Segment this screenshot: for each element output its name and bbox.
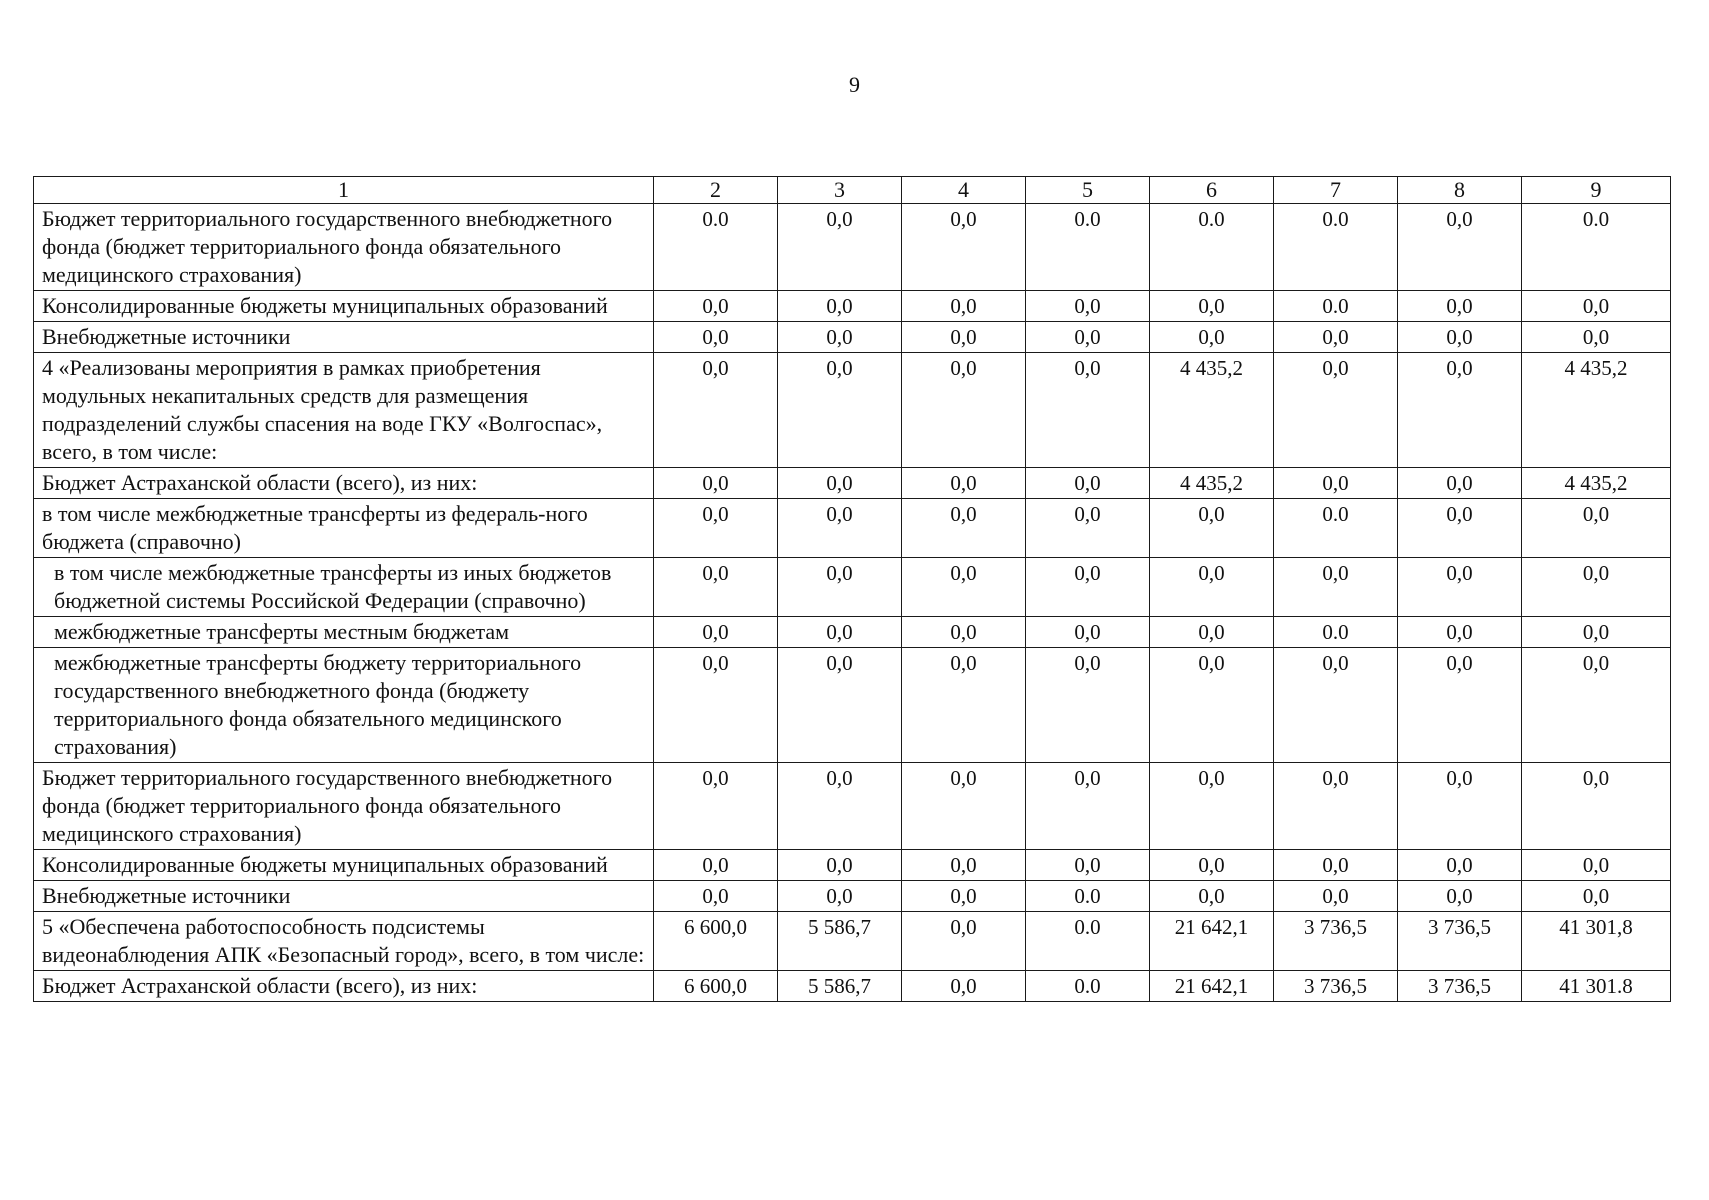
row-label: межбюджетные трансферты бюджету территориального государственного внебюджетного фонда (бюджету территориального фонда обязательного медицинского страхования) xyxy=(34,648,654,763)
value-cell-col-9: 41 301,8 xyxy=(1522,912,1671,971)
value-cell-col-8: 0,0 xyxy=(1398,881,1522,912)
column-header-1: 1 xyxy=(34,177,654,204)
value-cell-col-9: 4 435,2 xyxy=(1522,468,1671,499)
table-row xyxy=(34,850,1671,881)
value-cell-col-6: 0,0 xyxy=(1150,291,1274,322)
value-cell-col-5: 0,0 xyxy=(1026,291,1150,322)
value-cell-col-3: 0,0 xyxy=(778,204,902,291)
column-header-9: 9 xyxy=(1522,177,1671,204)
value-cell-col-4: 0,0 xyxy=(902,353,1026,468)
value-cell-col-6: 4 435,2 xyxy=(1150,468,1274,499)
table-row xyxy=(34,322,1671,353)
value-cell-col-7: 3 736,5 xyxy=(1274,912,1398,971)
value-cell-col-6: 21 642,1 xyxy=(1150,912,1274,971)
value-cell-col-5: 0,0 xyxy=(1026,468,1150,499)
value-cell-col-3: 0,0 xyxy=(778,322,902,353)
value-cell-col-6: 0,0 xyxy=(1150,617,1274,648)
value-cell-col-8: 0,0 xyxy=(1398,353,1522,468)
value-cell-col-4: 0,0 xyxy=(902,617,1026,648)
budget-table xyxy=(33,176,1671,1002)
value-cell-col-4: 0,0 xyxy=(902,499,1026,558)
value-cell-col-8: 0,0 xyxy=(1398,322,1522,353)
value-cell-col-9: 0.0 xyxy=(1522,204,1671,291)
row-label: Консолидированные бюджеты муниципальных образований xyxy=(34,291,654,322)
value-cell-col-9: 0,0 xyxy=(1522,499,1671,558)
value-cell-col-3: 0,0 xyxy=(778,499,902,558)
value-cell-col-2: 6 600,0 xyxy=(654,912,778,971)
value-cell-col-9: 0,0 xyxy=(1522,291,1671,322)
value-cell-col-5: 0.0 xyxy=(1026,971,1150,1002)
value-cell-col-3: 0,0 xyxy=(778,648,902,763)
row-label: Внебюджетные источники xyxy=(34,881,654,912)
value-cell-col-3: 0,0 xyxy=(778,558,902,617)
value-cell-col-6: 0,0 xyxy=(1150,850,1274,881)
value-cell-col-4: 0,0 xyxy=(902,912,1026,971)
value-cell-col-2: 0,0 xyxy=(654,353,778,468)
value-cell-col-8: 0,0 xyxy=(1398,291,1522,322)
row-label: Бюджет Астраханской области (всего), из них: xyxy=(34,971,654,1002)
value-cell-col-8: 0,0 xyxy=(1398,648,1522,763)
row-label: Консолидированные бюджеты муниципальных образований xyxy=(34,850,654,881)
table-row xyxy=(34,353,1671,468)
value-cell-col-2: 0,0 xyxy=(654,850,778,881)
value-cell-col-7: 0,0 xyxy=(1274,322,1398,353)
value-cell-col-8: 3 736,5 xyxy=(1398,971,1522,1002)
value-cell-col-8: 3 736,5 xyxy=(1398,912,1522,971)
value-cell-col-8: 0,0 xyxy=(1398,617,1522,648)
column-header-2: 2 xyxy=(654,177,778,204)
value-cell-col-3: 0,0 xyxy=(778,468,902,499)
value-cell-col-2: 0,0 xyxy=(654,763,778,850)
column-header-3: 3 xyxy=(778,177,902,204)
value-cell-col-5: 0,0 xyxy=(1026,353,1150,468)
row-label: Бюджет территориального государственного внебюджетного фонда (бюджет территориального фонда обязательного медицинского страхования) xyxy=(34,204,654,291)
value-cell-col-5: 0.0 xyxy=(1026,912,1150,971)
row-label: межбюджетные трансферты местным бюджетам xyxy=(34,617,654,648)
value-cell-col-7: 0,0 xyxy=(1274,850,1398,881)
value-cell-col-4: 0,0 xyxy=(902,763,1026,850)
table-row xyxy=(34,499,1671,558)
value-cell-col-2: 0,0 xyxy=(654,499,778,558)
value-cell-col-3: 0,0 xyxy=(778,881,902,912)
row-label: в том числе межбюджетные трансферты из федераль-ного бюджета (справочно) xyxy=(34,499,654,558)
value-cell-col-5: 0,0 xyxy=(1026,499,1150,558)
value-cell-col-4: 0,0 xyxy=(902,648,1026,763)
value-cell-col-6: 21 642,1 xyxy=(1150,971,1274,1002)
row-label: 5 «Обеспечена работоспособность подсистемы видеонаблюдения АПК «Безопасный город», всего, в том числе: xyxy=(34,912,654,971)
value-cell-col-4: 0,0 xyxy=(902,558,1026,617)
value-cell-col-5: 0,0 xyxy=(1026,648,1150,763)
value-cell-col-4: 0,0 xyxy=(902,881,1026,912)
value-cell-col-3: 5 586,7 xyxy=(778,971,902,1002)
value-cell-col-2: 0.0 xyxy=(654,204,778,291)
table-row xyxy=(34,763,1671,850)
row-label: Внебюджетные источники xyxy=(34,322,654,353)
value-cell-col-9: 0,0 xyxy=(1522,763,1671,850)
value-cell-col-8: 0,0 xyxy=(1398,499,1522,558)
value-cell-col-5: 0.0 xyxy=(1026,881,1150,912)
value-cell-col-9: 0,0 xyxy=(1522,322,1671,353)
value-cell-col-6: 0,0 xyxy=(1150,648,1274,763)
value-cell-col-3: 5 586,7 xyxy=(778,912,902,971)
table-row xyxy=(34,204,1671,291)
table-row xyxy=(34,971,1671,1002)
table-row xyxy=(34,558,1671,617)
value-cell-col-6: 0,0 xyxy=(1150,499,1274,558)
value-cell-col-3: 0,0 xyxy=(778,850,902,881)
value-cell-col-2: 0,0 xyxy=(654,881,778,912)
value-cell-col-9: 0,0 xyxy=(1522,850,1671,881)
value-cell-col-6: 0,0 xyxy=(1150,881,1274,912)
column-header-5: 5 xyxy=(1026,177,1150,204)
value-cell-col-6: 0,0 xyxy=(1150,322,1274,353)
value-cell-col-6: 0.0 xyxy=(1150,204,1274,291)
row-label: 4 «Реализованы мероприятия в рамках приобретения модульных некапитальных средств для размещения подразделений службы спасения на воде ГКУ «Волгоспас», всего, в том числе: xyxy=(34,353,654,468)
value-cell-col-2: 0,0 xyxy=(654,322,778,353)
value-cell-col-4: 0,0 xyxy=(902,468,1026,499)
column-header-4: 4 xyxy=(902,177,1026,204)
value-cell-col-7: 0.0 xyxy=(1274,291,1398,322)
table-row xyxy=(34,291,1671,322)
value-cell-col-8: 0,0 xyxy=(1398,468,1522,499)
value-cell-col-7: 0,0 xyxy=(1274,763,1398,850)
row-label: в том числе межбюджетные трансферты из иных бюджетов бюджетной системы Российской Федерации (справочно) xyxy=(34,558,654,617)
value-cell-col-7: 0,0 xyxy=(1274,558,1398,617)
value-cell-col-7: 0.0 xyxy=(1274,499,1398,558)
value-cell-col-5: 0,0 xyxy=(1026,763,1150,850)
table-body xyxy=(34,204,1671,1002)
value-cell-col-7: 0,0 xyxy=(1274,468,1398,499)
column-header-7: 7 xyxy=(1274,177,1398,204)
row-label: Бюджет Астраханской области (всего), из них: xyxy=(34,468,654,499)
value-cell-col-2: 6 600,0 xyxy=(654,971,778,1002)
value-cell-col-8: 0,0 xyxy=(1398,204,1522,291)
value-cell-col-4: 0,0 xyxy=(902,322,1026,353)
value-cell-col-3: 0,0 xyxy=(778,291,902,322)
value-cell-col-7: 0,0 xyxy=(1274,353,1398,468)
value-cell-col-4: 0,0 xyxy=(902,850,1026,881)
value-cell-col-2: 0,0 xyxy=(654,558,778,617)
value-cell-col-2: 0,0 xyxy=(654,291,778,322)
value-cell-col-9: 0,0 xyxy=(1522,648,1671,763)
value-cell-col-6: 0,0 xyxy=(1150,763,1274,850)
value-cell-col-2: 0,0 xyxy=(654,468,778,499)
column-header-6: 6 xyxy=(1150,177,1274,204)
value-cell-col-8: 0,0 xyxy=(1398,558,1522,617)
value-cell-col-5: 0,0 xyxy=(1026,558,1150,617)
value-cell-col-8: 0,0 xyxy=(1398,763,1522,850)
value-cell-col-5: 0,0 xyxy=(1026,850,1150,881)
value-cell-col-3: 0,0 xyxy=(778,763,902,850)
value-cell-col-2: 0,0 xyxy=(654,648,778,763)
value-cell-col-4: 0,0 xyxy=(902,291,1026,322)
value-cell-col-6: 0,0 xyxy=(1150,558,1274,617)
value-cell-col-9: 41 301.8 xyxy=(1522,971,1671,1002)
table-row xyxy=(34,881,1671,912)
value-cell-col-3: 0,0 xyxy=(778,353,902,468)
value-cell-col-8: 0,0 xyxy=(1398,850,1522,881)
value-cell-col-4: 0,0 xyxy=(902,204,1026,291)
value-cell-col-7: 0,0 xyxy=(1274,881,1398,912)
value-cell-col-9: 4 435,2 xyxy=(1522,353,1671,468)
table-row xyxy=(34,648,1671,763)
value-cell-col-9: 0,0 xyxy=(1522,881,1671,912)
value-cell-col-7: 0.0 xyxy=(1274,204,1398,291)
header-row xyxy=(34,177,1671,204)
table-row xyxy=(34,912,1671,971)
table-row xyxy=(34,617,1671,648)
value-cell-col-5: 0.0 xyxy=(1026,204,1150,291)
value-cell-col-4: 0,0 xyxy=(902,971,1026,1002)
column-header-8: 8 xyxy=(1398,177,1522,204)
row-label: Бюджет территориального государственного внебюджетного фонда (бюджет территориального фонда обязательного медицинского страхования) xyxy=(34,763,654,850)
page-number: 9 xyxy=(849,72,860,97)
value-cell-col-7: 0.0 xyxy=(1274,617,1398,648)
value-cell-col-7: 3 736,5 xyxy=(1274,971,1398,1002)
value-cell-col-5: 0,0 xyxy=(1026,617,1150,648)
value-cell-col-3: 0,0 xyxy=(778,617,902,648)
value-cell-col-7: 0,0 xyxy=(1274,648,1398,763)
value-cell-col-6: 4 435,2 xyxy=(1150,353,1274,468)
table-row xyxy=(34,468,1671,499)
value-cell-col-5: 0,0 xyxy=(1026,322,1150,353)
value-cell-col-2: 0,0 xyxy=(654,617,778,648)
value-cell-col-9: 0,0 xyxy=(1522,558,1671,617)
value-cell-col-9: 0,0 xyxy=(1522,617,1671,648)
